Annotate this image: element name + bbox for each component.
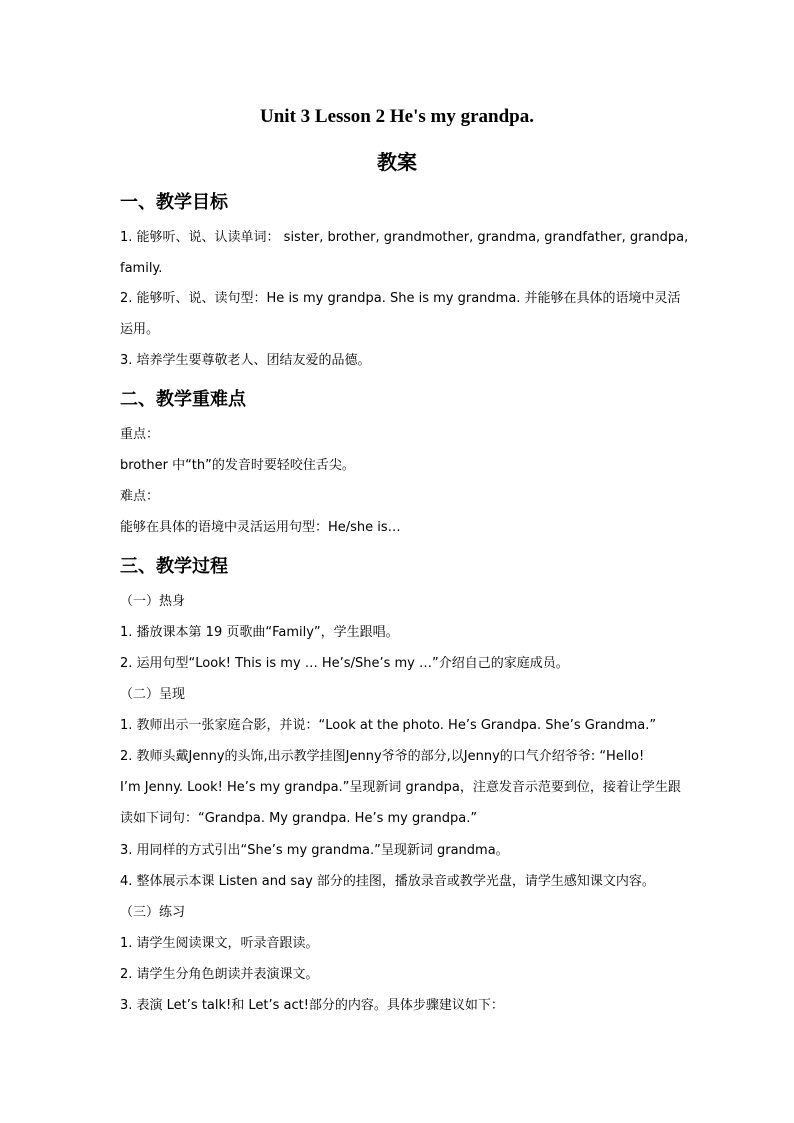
process-part-warmup: （一）热身 bbox=[120, 594, 186, 609]
process-line-2: 2. 运用句型“Look! This is my … He’s/She’s my …”介绍自己的家庭成员。 bbox=[120, 656, 569, 671]
section-heading-key-points: 二、教学重难点 bbox=[120, 389, 246, 410]
objective-line-3: 2. 能够听、说、读句型：He is my grandpa. She is my grandma. 并能够在具体的语境中灵活 bbox=[120, 291, 681, 306]
objective-line-5: 3. 培养学生要尊敬老人、团结友爱的品德。 bbox=[120, 353, 371, 368]
section-heading-process: 三、教学过程 bbox=[120, 556, 228, 577]
process-line-1: 1. 播放课本第 19 页歌曲“Family”，学生跟唱。 bbox=[120, 625, 399, 640]
process-line-4: 2. 教师头戴Jenny的头饰,出示教学挂图Jenny爷爷的部分,以Jenny的口气介绍爷爷: “Hello! bbox=[120, 749, 645, 764]
process-line-8: 4. 整体展示本课 Listen and say 部分的挂图，播放录音或教学光盘，请学生感知课文内容。 bbox=[120, 874, 655, 889]
process-line-5: I’m Jenny. Look! He’s my grandpa.”呈现新词 grandpa，注意发音示范要到位，接着让学生跟 bbox=[120, 780, 681, 795]
document-subtitle: 教案 bbox=[377, 150, 417, 174]
process-line-6: 读如下词句：“Grandpa. My grandpa. He’s my grandpa.” bbox=[120, 811, 478, 826]
difficult-point-text: 能够在具体的语境中灵活运用句型：He/she is… bbox=[120, 520, 401, 535]
objective-line-4: 运用。 bbox=[120, 322, 160, 337]
process-part-practice: （三）练习 bbox=[120, 905, 186, 920]
process-part-presentation: （二）呈现 bbox=[120, 687, 186, 702]
process-line-9: 1. 请学生阅读课文，听录音跟读。 bbox=[120, 936, 319, 951]
process-line-10: 2. 请学生分角色朗读并表演课文。 bbox=[120, 967, 319, 982]
document-title: Unit 3 Lesson 2 He's my grandpa. bbox=[260, 106, 534, 127]
difficult-point-label: 难点： bbox=[120, 489, 160, 504]
key-point-text: brother 中“th”的发音时要轻咬住舌尖。 bbox=[120, 458, 355, 473]
process-line-7: 3. 用同样的方式引出“She’s my grandma.”呈现新词 grandma。 bbox=[120, 843, 509, 858]
key-point-label: 重点： bbox=[120, 427, 160, 442]
objective-line-2: family. bbox=[120, 261, 163, 276]
process-line-11: 3. 表演 Let’s talk!和 Let’s act!部分的内容。具体步骤建议如下： bbox=[120, 998, 504, 1013]
objective-line-1: 1. 能够听、说、认读单词： sister, brother, grandmother, grandma, grandfather, grandpa, bbox=[120, 230, 689, 245]
process-line-3: 1. 教师出示一张家庭合影，并说：“Look at the photo. He’s Grandpa. She’s Grandma.” bbox=[120, 718, 657, 733]
section-heading-objectives: 一、教学目标 bbox=[120, 192, 228, 213]
